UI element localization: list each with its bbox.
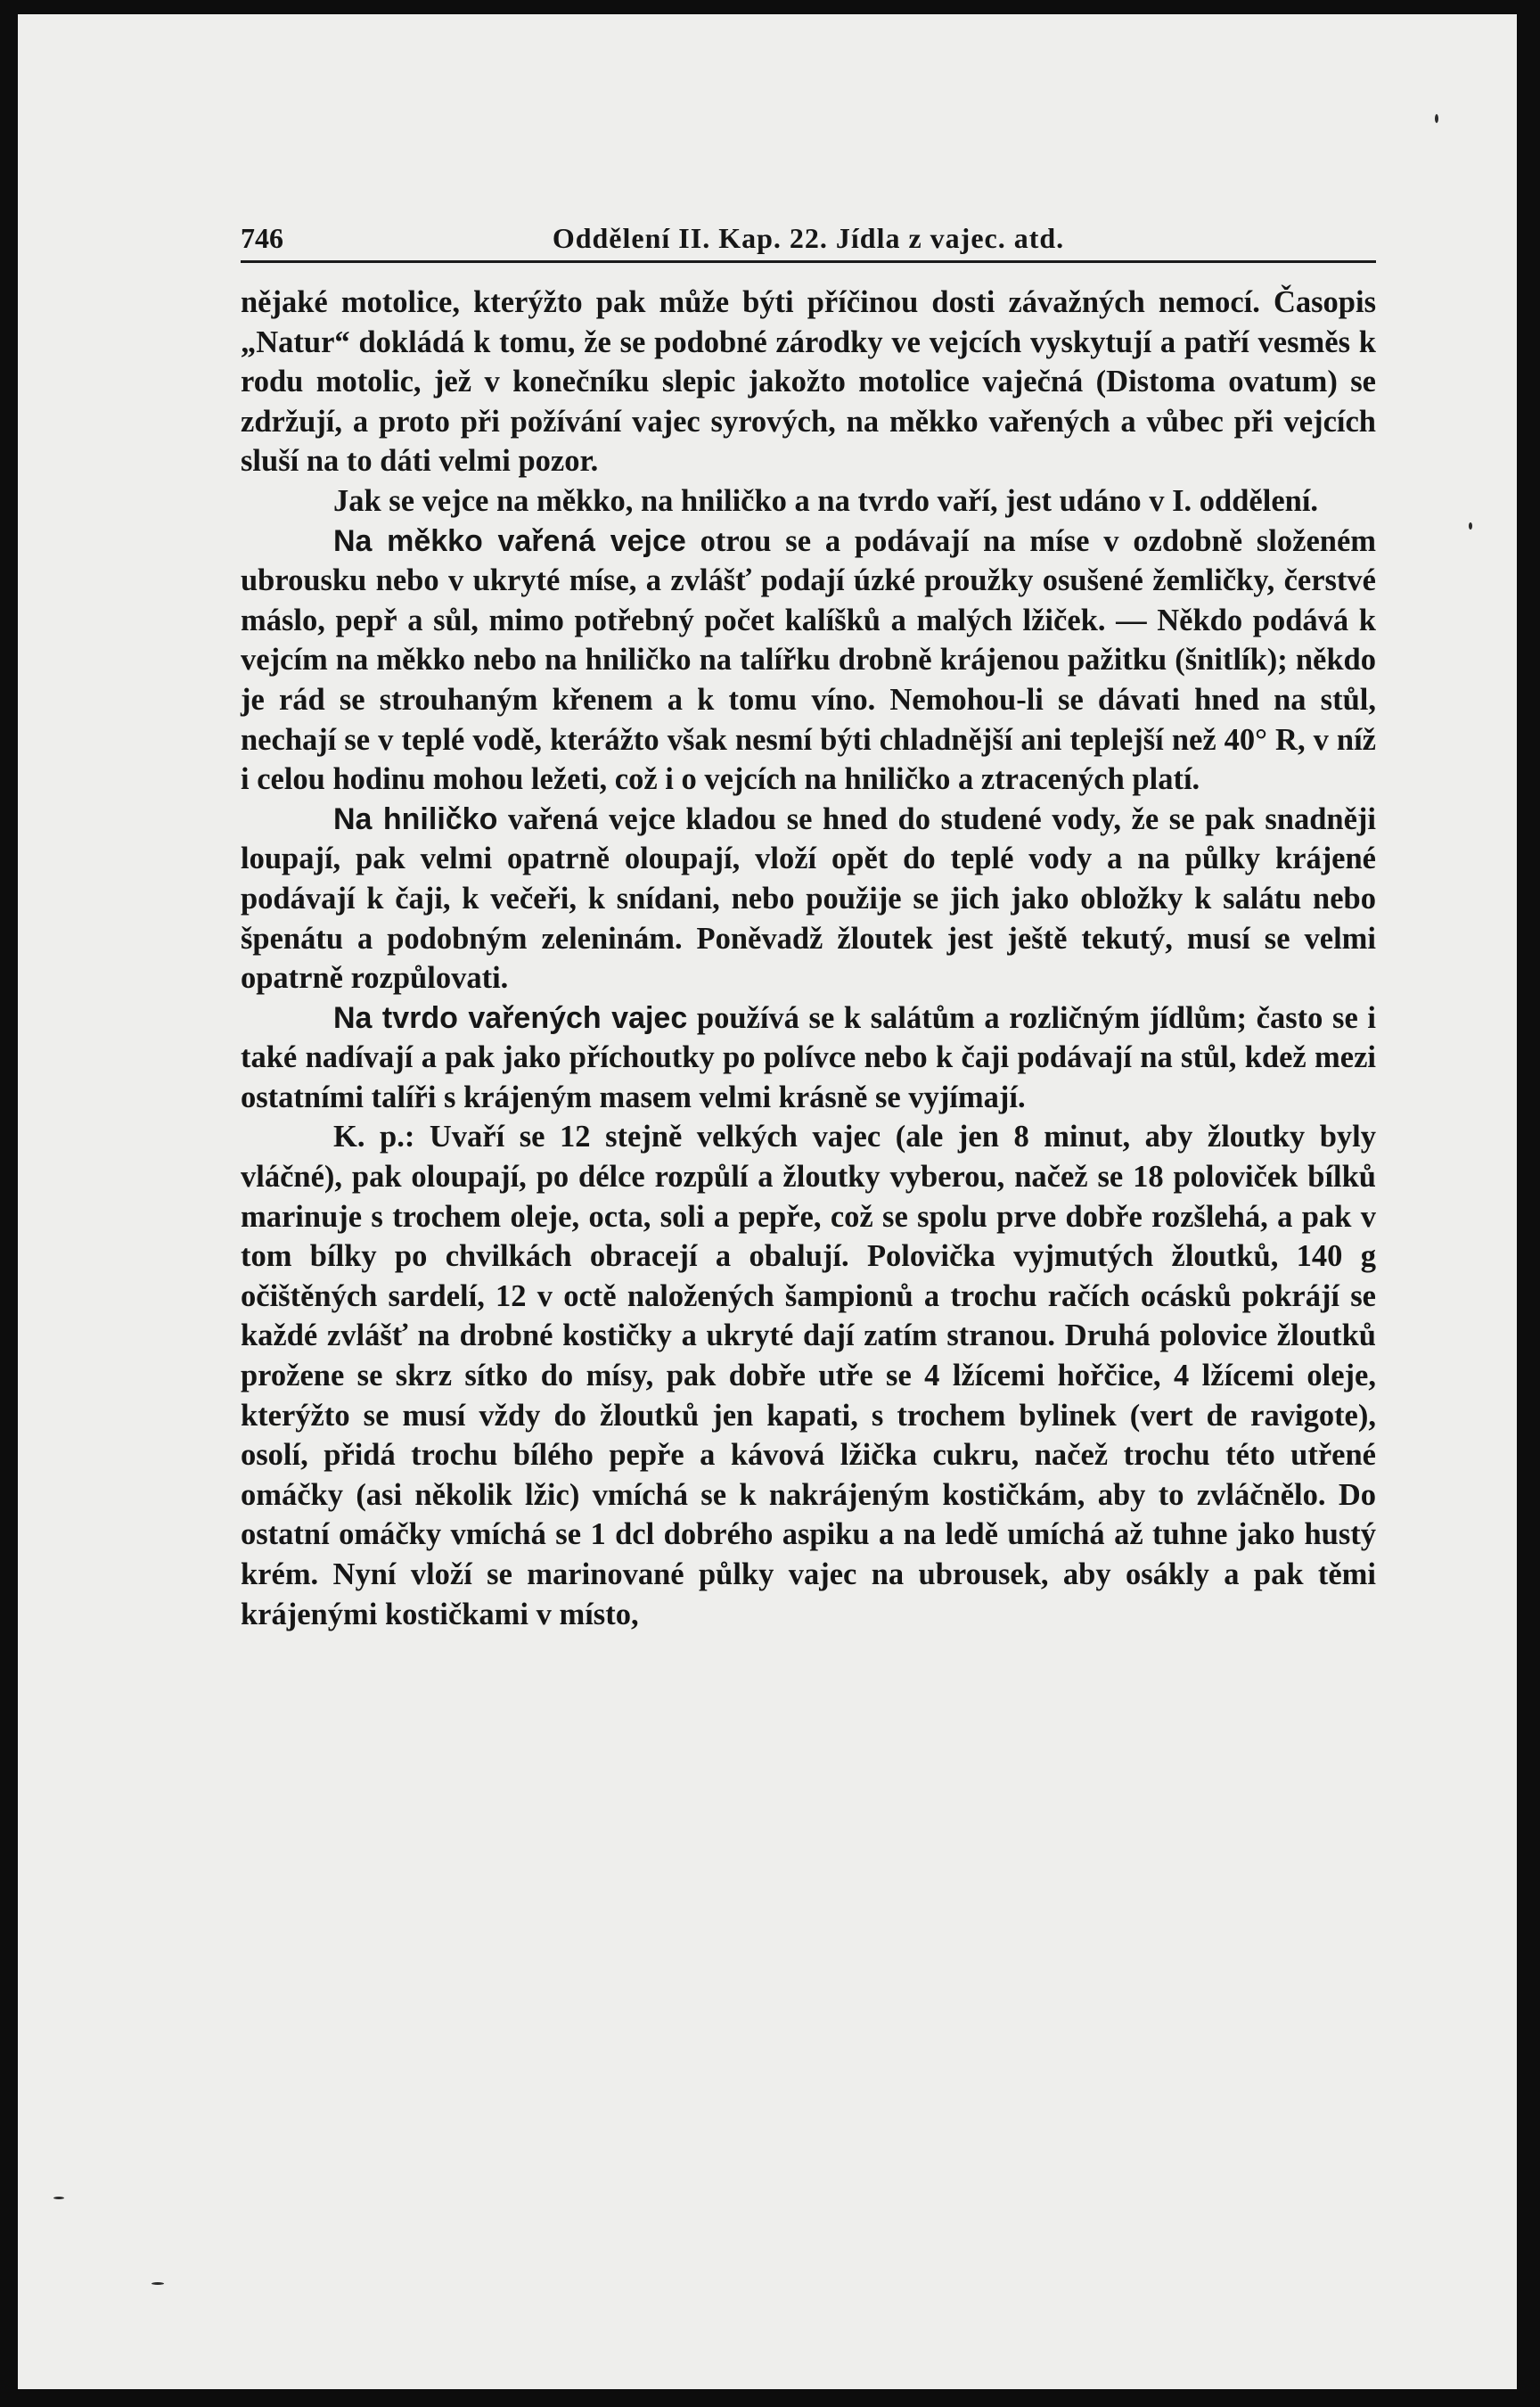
body-text bbox=[241, 283, 1376, 1634]
page-content bbox=[241, 216, 1376, 1634]
running-head bbox=[241, 216, 1376, 263]
paper-speck bbox=[1435, 114, 1438, 123]
paragraph-text: vařená vejce kladou se hned do studené vody, že se pak snadněji loupají, pak velmi opatrně oloupají, vloží opět do teplé vody a na půlky krájené podávají k čaji, k večeři, k snídani, nebo použije se jich jako obložky k salátu nebo špenátu a podobným zeleninám. Poněvadž žloutek jest ještě tekutý, musí se velmi opatrně rozpůlovati. bbox=[241, 801, 1376, 996]
paragraph-text: Jak se vejce na měkko, na hniličko a na tvrdo vaří, jest udáno v I. oddělení. bbox=[333, 483, 1319, 518]
paragraph bbox=[241, 481, 1376, 522]
paragraph-text: nějaké motolice, kterýžto pak může býti příčinou dosti závažných nemocí. Časopis „Natur“ dokládá k tomu, že se podobné zárodky ve vejcích vyskytují a patří vesměs k rodu motolic, jež v konečníku slepic jakožto motolice vaječná (Distoma ovatum) se zdržují, a proto při požívání vajec syrových, na měkko vařených a vůbec při vejcích sluší na to dáti velmi pozor. bbox=[241, 285, 1376, 479]
paragraph bbox=[241, 522, 1376, 800]
paragraph bbox=[241, 998, 1376, 1118]
running-head-title: Oddělení II. Kap. 22. Jídla z vajec. atd. bbox=[552, 222, 1065, 254]
paragraph-text: otrou se a podávají na míse v ozdobně složeném ubrousku nebo v ukryté míse, a zvlášť podají úzké proužky osušené žemličky, čerstvé máslo, pepř a sůl, mimo potřebný počet kalíšků a malých lžiček. — Někdo podává k vejcím na měkko nebo na hniličko na talířku drobně krájenou pažitku (šnitlík); někdo je rád se strouhaným křenem a k tomu víno. Nemohou-li se dávati hned na stůl, nechají se v teplé vodě, kterážto však nesmí býti chladnější ani teplejší než 40° R, v níž i celou hodinu mohou ležeti, což i o vejcích na hniličko a ztracených platí. bbox=[241, 523, 1376, 797]
paragraph-lead: Na měkko vařená vejce bbox=[333, 523, 686, 558]
paragraph bbox=[241, 800, 1376, 998]
paragraph-lead: Na hniličko bbox=[333, 801, 498, 836]
paper-speck bbox=[1469, 522, 1472, 530]
paragraph bbox=[241, 283, 1376, 481]
paragraph bbox=[241, 1117, 1376, 1634]
paragraph-lead: Na tvrdo vařených vajec bbox=[333, 1000, 688, 1035]
paragraph-text: používá se k salátům a rozličným jídlům; často se i také nadívají a pak jako příchoutky po polívce nebo k čaji podávají na stůl, kdež mezi ostatními talíři s krájeným masem velmi krásně se vyjímají. bbox=[241, 1000, 1376, 1114]
page-number: 746 bbox=[241, 222, 283, 254]
paragraph-text: K. p.: Uvaří se 12 stejně velkých vajec (ale jen 8 minut, aby žloutky byly vláčné), pak oloupají, po délce rozpůlí a žloutky vyberou, načež se 18 poloviček bílků marinuje s trochem oleje, octa, soli a pepře, což se spolu prve dobře rozšlehá, a pak v tom bílky po chvilkách obracejí a obalují. Polovička vyjmutých žloutků, 140 g očištěných sardelí, 12 v octě naložených šampionů a trochu račích ocásků pokrájí se každé zvlášť na drobné kostičky a ukryté dají zatím stranou. Druhá polovice žloutků prožene se skrz sítko do mísy, pak dobře utře se 4 lžícemi hořčice, 4 lžícemi oleje, kterýžto se musí vždy do žloutků jen kapati, s trochem bylinek (vert de ravigote), osolí, přidá trochu bílého pepře a kávová lžička cukru, načež trochu této utřené omáčky (asi několik lžic) vmíchá se k nakrájeným kostičkám, aby to zvláčnělo. Do ostatní omáčky vmíchá se 1 dcl dobrého aspiku a na ledě umíchá až tuhne jako hustý krém. Nyní vloží se marinované půlky vajec na ubrousek, aby osákly a pak těmi krájenými kostičkami v místo, bbox=[241, 1120, 1376, 1631]
paper-speck bbox=[53, 2197, 64, 2199]
paper-speck bbox=[152, 2282, 164, 2285]
